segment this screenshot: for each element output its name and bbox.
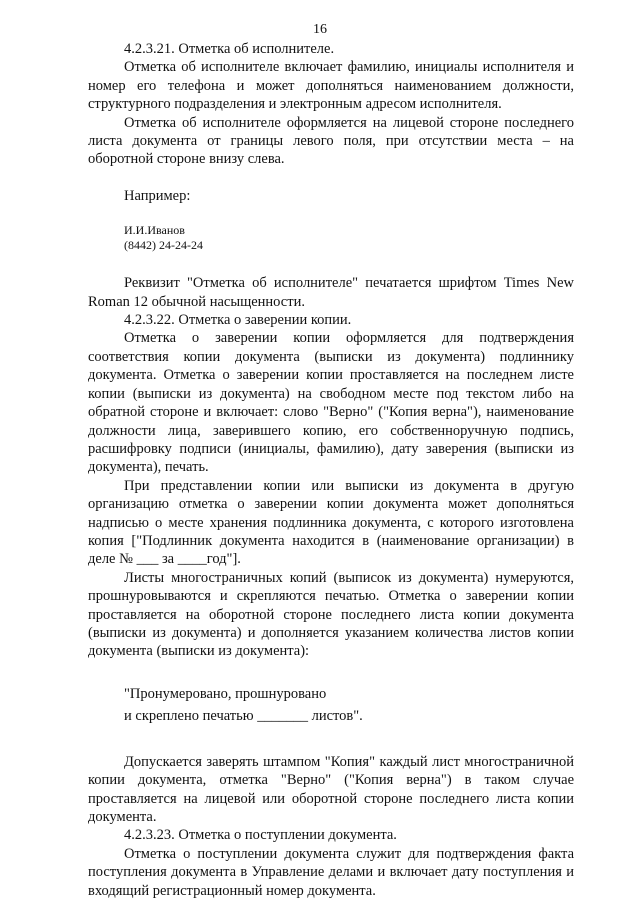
body-paragraph: Отметка о заверении копии оформляется для подтверждения соответствия копии документа (выписки из документа) подлиннику документа. Отметка о заверении копии проставляется на последнем листе копии (выписки из документа) на свободном месте под текстом либо на обратной стороне и включает: слово "Верно" ("Копия верна"), наименование должности лица, заверившего копию, его собственноручную подпись, расшифровку подписи (инициалы, фамилию), дату заверения (выписки из документа), печать. [88,330,574,476]
executor-name: И.И.Иванов [124,223,185,238]
page-number: 16 [313,22,327,37]
certification-notation [124,683,574,727]
body-paragraph: Листы многостраничных копий (выписок из документа) нумеруются, прошнуровываются и скрепляются печатью. Отметка о заверении копии проставляется на оборотной стороне последнего листа копии документа (выписки из документа) и дополняется указанием количества листов копии документа (выписки из документа): [88,569,574,660]
body-paragraph: При представлении копии или выписки из документа в другую организацию отметка о заверении копии документа может дополняться надписью о месте хранения подлинника документа, с которого изготовлена копия ["Подлинник документа находится в (наименование организации) в деле № ___ за ____год"]. [88,477,574,568]
section-heading: 4.2.3.21. Отметка об исполнителе. [124,41,335,57]
example-label: Например: [124,187,191,204]
body-paragraph: Отметка об исполнителе оформляется на лицевой стороне последнего листа документа от границы левого поля, при отсутствии места – на оборотной стороне внизу слева. [88,114,574,168]
notation-line: "Пронумеровано, прошнуровано [124,685,327,702]
notation-line: и скреплено печатью _______ листов". [124,707,363,724]
body-paragraph: Допускается заверять штампом "Копия" каждый лист многостраничной копии документа, отметка "Верно" ("Копия верна") в таком случае проставляется на лицевой или оборотной стороне последнего листа копии документа. [88,753,574,825]
section-heading: 4.2.3.22. Отметка о заверении копии. [124,312,352,329]
section-4-2-3-21 [88,40,574,311]
section-4-2-3-22 [88,311,574,826]
page-content [88,40,574,900]
section-heading: 4.2.3.23. Отметка о поступлении документа. [124,827,397,844]
body-paragraph: Отметка об исполнителе включает фамилию, инициалы исполнителя и номер его телефона и может дополняться наименованием должности, структурного подразделения и электронным адресом исполнителя. [88,59,574,113]
executor-phone: (8442) 24-24-24 [124,237,203,252]
section-4-2-3-23 [88,826,574,900]
executor-example [124,223,574,252]
body-paragraph: Отметка о поступлении документа служит для подтверждения факта поступления документа в Управление делами и включает дату поступления и входящий регистрационный номер документа. [88,845,574,899]
body-paragraph: Реквизит "Отметка об исполнителе" печатается шрифтом Times New Roman 12 обычной насыщенности. [88,275,574,310]
